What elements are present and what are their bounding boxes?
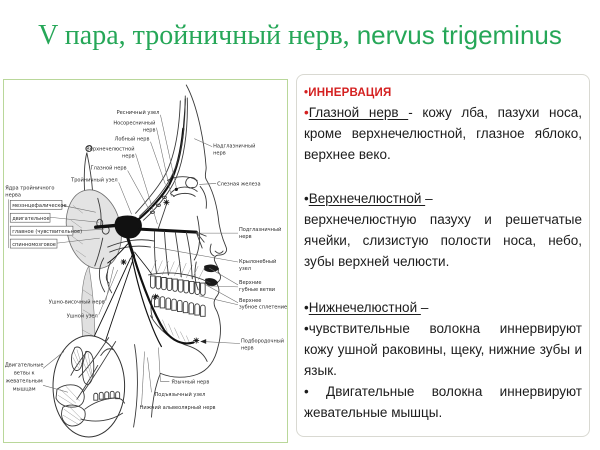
mandibular-bullet: • bbox=[304, 300, 309, 315]
maxillary-text: верхнечелюстную пазуху и решетчатые ячейки, слизистую полости носа, небо, зубы верхней челюсти. bbox=[304, 212, 582, 269]
heading-text: ИННЕРВАЦИЯ bbox=[308, 87, 392, 99]
paragraph-maxillary-body bbox=[304, 209, 582, 272]
anatomy-diagram bbox=[3, 79, 288, 443]
trigeminal-nerve-figure bbox=[4, 80, 287, 440]
sensory-text: чувствительные волокна иннервируют кожу ушной раковины, щеку, нижние зубы и язык. bbox=[304, 321, 582, 378]
paragraph-mandibular-head bbox=[304, 297, 582, 318]
label-pterygopalatine-ganglion-2: узел bbox=[238, 265, 252, 272]
label-infraorbital-nerve-2: нерв bbox=[238, 234, 252, 241]
nucleus-label-principal-sensory: главное (чувствительное) bbox=[12, 228, 83, 235]
label-lacrimal-gland: Слезная железа bbox=[217, 181, 261, 188]
label-nasociliary-nerve-1: Носоресничный bbox=[113, 120, 156, 127]
label-motor-branches-2: ветвы к bbox=[13, 370, 35, 377]
nucleus-label-motor: двигательное bbox=[12, 215, 50, 222]
label-motor-branches-4: мышцам bbox=[12, 386, 36, 393]
label-frontal-nerve: Лобный нерв bbox=[114, 136, 150, 143]
maxillary-dash: – bbox=[425, 191, 433, 206]
paragraph-motor bbox=[304, 381, 582, 423]
label-supraorbital-nerve-2: нерв bbox=[213, 150, 226, 157]
panel-heading bbox=[304, 81, 582, 102]
ophthalmic-bullet: • bbox=[304, 105, 309, 120]
inset-circle-muscles bbox=[53, 336, 125, 437]
diagram-labels bbox=[5, 109, 287, 411]
nucleus-label-spinal: спинномозговое bbox=[12, 241, 56, 248]
paragraph-ophthalmic bbox=[304, 102, 582, 165]
label-maxillary-nerve-1: Верхнечелюстной bbox=[86, 146, 135, 153]
maxillary-bullet: • bbox=[304, 191, 309, 206]
label-superior-dental-plexus-1: Верхнее bbox=[238, 297, 262, 304]
label-mental-nerve-2: нерв bbox=[240, 345, 254, 352]
label-superior-labial-branches-2: губные ветви bbox=[238, 286, 276, 293]
nucleus-label-mesencephalic: мезэнцефалическое bbox=[12, 202, 67, 209]
label-motor-branches-3: жевательным bbox=[5, 378, 43, 385]
paragraph-sensory bbox=[304, 318, 582, 381]
label-ciliary-ganglion: Ресничный узел bbox=[116, 109, 160, 116]
label-superior-labial-branches-1: Верхние bbox=[238, 279, 262, 286]
mandibular-dash: – bbox=[420, 300, 429, 315]
label-trigeminal-nuclei-1: Ядра тройничного bbox=[5, 185, 55, 192]
ophthalmic-text: - кожу лба, пазухи носа, кроме верхнечелюстной, глазное яблоко, верхнее веко. bbox=[304, 105, 583, 162]
paragraph-maxillary-head bbox=[304, 188, 582, 209]
label-auriculotemporal-nerve: Ушно-височный нерв bbox=[48, 299, 105, 306]
label-inferior-alveolar-nerve: Нижний альвеолярный нерв bbox=[139, 405, 216, 412]
label-sublingual-ganglion: Подъязычный узел bbox=[154, 392, 206, 399]
page-title bbox=[0, 20, 600, 52]
sensory-bullet: • bbox=[304, 321, 309, 336]
label-supraorbital-nerve-1: Надглазничный bbox=[213, 143, 256, 150]
label-lingual-nerve: Язычный нерв bbox=[171, 379, 210, 386]
label-trigeminal-ganglion: Тройничный узел bbox=[71, 177, 118, 184]
innervation-panel bbox=[296, 74, 590, 437]
jaw-and-teeth bbox=[148, 260, 210, 361]
label-motor-branches-1: Двигательные bbox=[4, 362, 44, 369]
label-pterygopalatine-ganglion-1: Крылонебный bbox=[238, 258, 277, 265]
ophthalmic-lead: Глазной нерв bbox=[308, 105, 409, 120]
label-mental-nerve-1: Подбородочный bbox=[240, 338, 285, 345]
label-trigeminal-nuclei-2: нерва bbox=[5, 192, 22, 199]
motor-bullet: • bbox=[304, 384, 327, 399]
label-nasociliary-nerve-2: нерв bbox=[142, 127, 156, 134]
label-ophthalmic-nerve: Глазной нерв bbox=[90, 165, 127, 172]
title-russian: V пара, тройничный нерв, bbox=[38, 20, 357, 51]
motor-text: Двигательные волокна иннервируют жевательные мышцы. bbox=[304, 384, 582, 420]
lower-teeth bbox=[154, 296, 205, 317]
title-latin: nervus trigeminus bbox=[356, 20, 562, 50]
label-otic-ganglion: Ушной узел bbox=[66, 313, 98, 320]
maxillary-lead: Верхнечелюстной bbox=[308, 191, 426, 206]
mandibular-lead: Нижнечелюстной bbox=[308, 300, 421, 315]
label-infraorbital-nerve-1: Подглазничный bbox=[238, 227, 282, 234]
label-maxillary-nerve-2: нерв bbox=[121, 153, 135, 160]
heading-bullet: • bbox=[304, 87, 309, 99]
label-superior-dental-plexus-2: зубное сплетение bbox=[238, 304, 287, 311]
